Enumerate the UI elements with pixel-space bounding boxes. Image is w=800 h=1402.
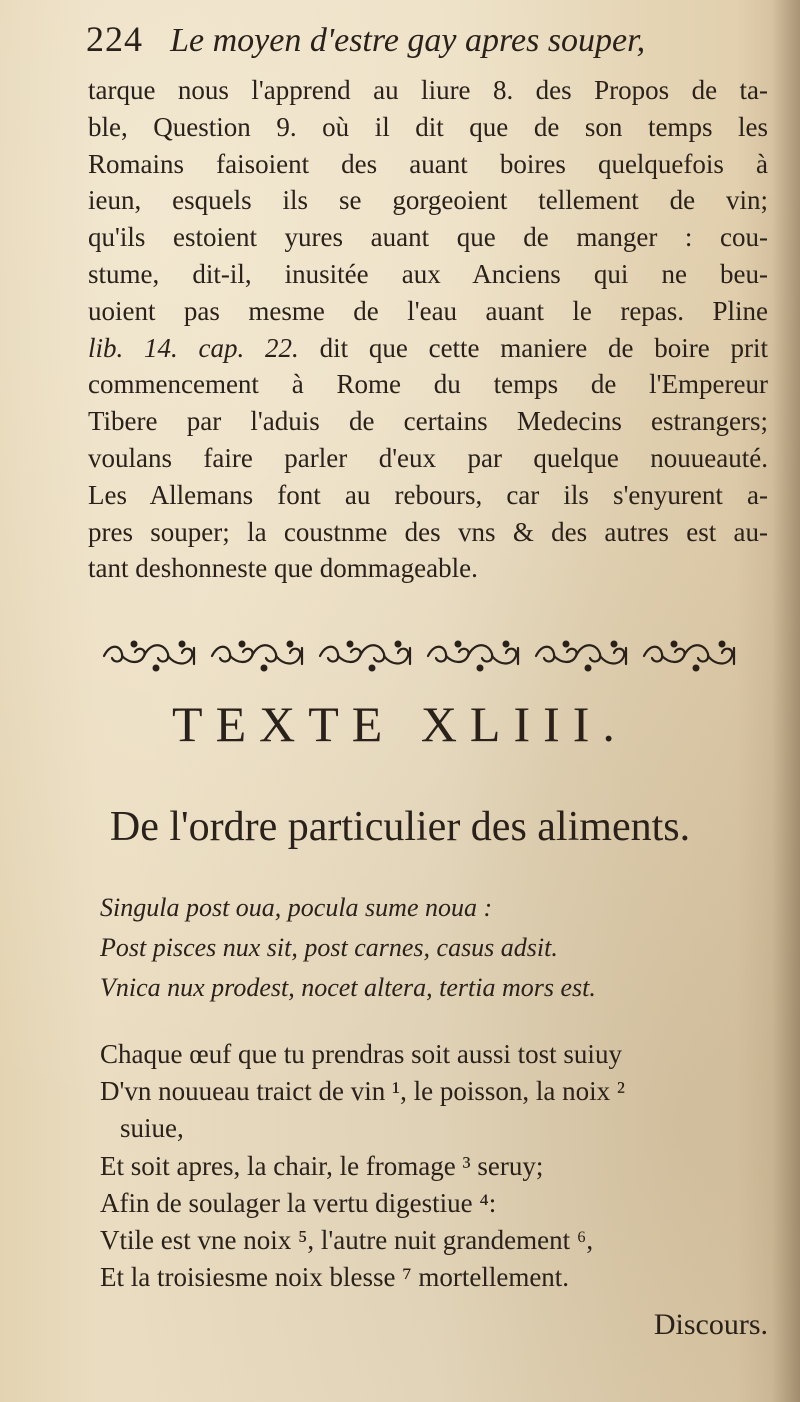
french-verse-line: D'vn nouueau traict de vin ¹, le poisson, la noix ²: [100, 1076, 625, 1107]
body-line: pres souper; la coustnme des vns & des autres est au-: [88, 516, 768, 547]
body-paragraph: [88, 72, 768, 587]
body-line: Les Allemans font au rebours, car ils s'enyurent a-: [88, 479, 768, 510]
fleuron-unit: [536, 642, 626, 671]
body-line: uoient pas mesme de l'eau auant le repas. Pline: [88, 295, 768, 326]
catchword: Discours.: [653, 1308, 768, 1341]
body-line: tant deshonneste que dommageable.: [88, 553, 478, 584]
body-line: commencement à Rome du temps de l'Empereur: [88, 369, 768, 400]
body-line: Romains faisoient des auant boires quelquefois à: [88, 148, 768, 179]
french-verse-line: suiue,: [120, 1113, 184, 1144]
latin-verse-line: Vnica nux prodest, nocet altera, tertia mors est.: [100, 973, 596, 1002]
citation: lib. 14. cap. 22.: [88, 332, 299, 363]
french-verse-line: Afin de soulager la vertu digestiue ⁴:: [100, 1187, 497, 1218]
section-title: TEXTE XLIII.: [172, 696, 628, 752]
fleuron-unit: [320, 642, 410, 671]
body-line: voulans faire parler d'eux par quelque nouueauté.: [88, 442, 768, 473]
body-line: tarque nous l'apprend au liure 8. des Propos de ta-: [88, 75, 768, 105]
running-title: Le moyen d'estre gay apres souper,: [170, 22, 646, 59]
body-line: Tibere par l'aduis de certains Medecins estrangers;: [88, 406, 768, 437]
french-verse-line: Et la troisiesme noix blesse ⁷ mortellement.: [100, 1262, 570, 1293]
french-verse-line: Vtile est vne noix ⁵, l'autre nuit grandement ⁶,: [100, 1225, 594, 1256]
page-number: 224: [86, 19, 143, 59]
body-line: qu'ils estoient yures auant que de manger : cou-: [88, 222, 768, 253]
latin-verse: [100, 888, 760, 1008]
body-line: ble, Question 9. où il dit que de son temps les: [88, 111, 768, 142]
french-verse-line: Et soit apres, la chair, le fromage ³ seruy;: [100, 1150, 544, 1181]
body-line: ieun, esquels ils se gorgeoient tellement de vin;: [88, 185, 768, 216]
fleuron-unit: [104, 642, 194, 671]
latin-verse-line: Singula post oua, pocula sume noua :: [100, 893, 493, 922]
french-verse-line: Chaque œuf que tu prendras soit aussi tost suiuy: [100, 1039, 622, 1069]
body-line: stume, dit-il, inusitée aux Anciens qui ne beu-: [88, 258, 768, 289]
body-line-with-citation: [88, 330, 768, 367]
running-head: [86, 18, 766, 66]
section-subtitle: De l'ordre particulier des aliments.: [109, 804, 691, 850]
fleuron-unit: [212, 642, 302, 671]
fleuron-ornament-band: [100, 634, 768, 678]
french-verse: [100, 1036, 770, 1296]
fleuron-unit: [644, 642, 734, 671]
body-line-rest: dit que cette maniere de boire prit: [298, 332, 768, 363]
fleuron-unit: [428, 642, 518, 671]
latin-verse-line: Post pisces nux sit, post carnes, casus adsit.: [100, 933, 558, 962]
